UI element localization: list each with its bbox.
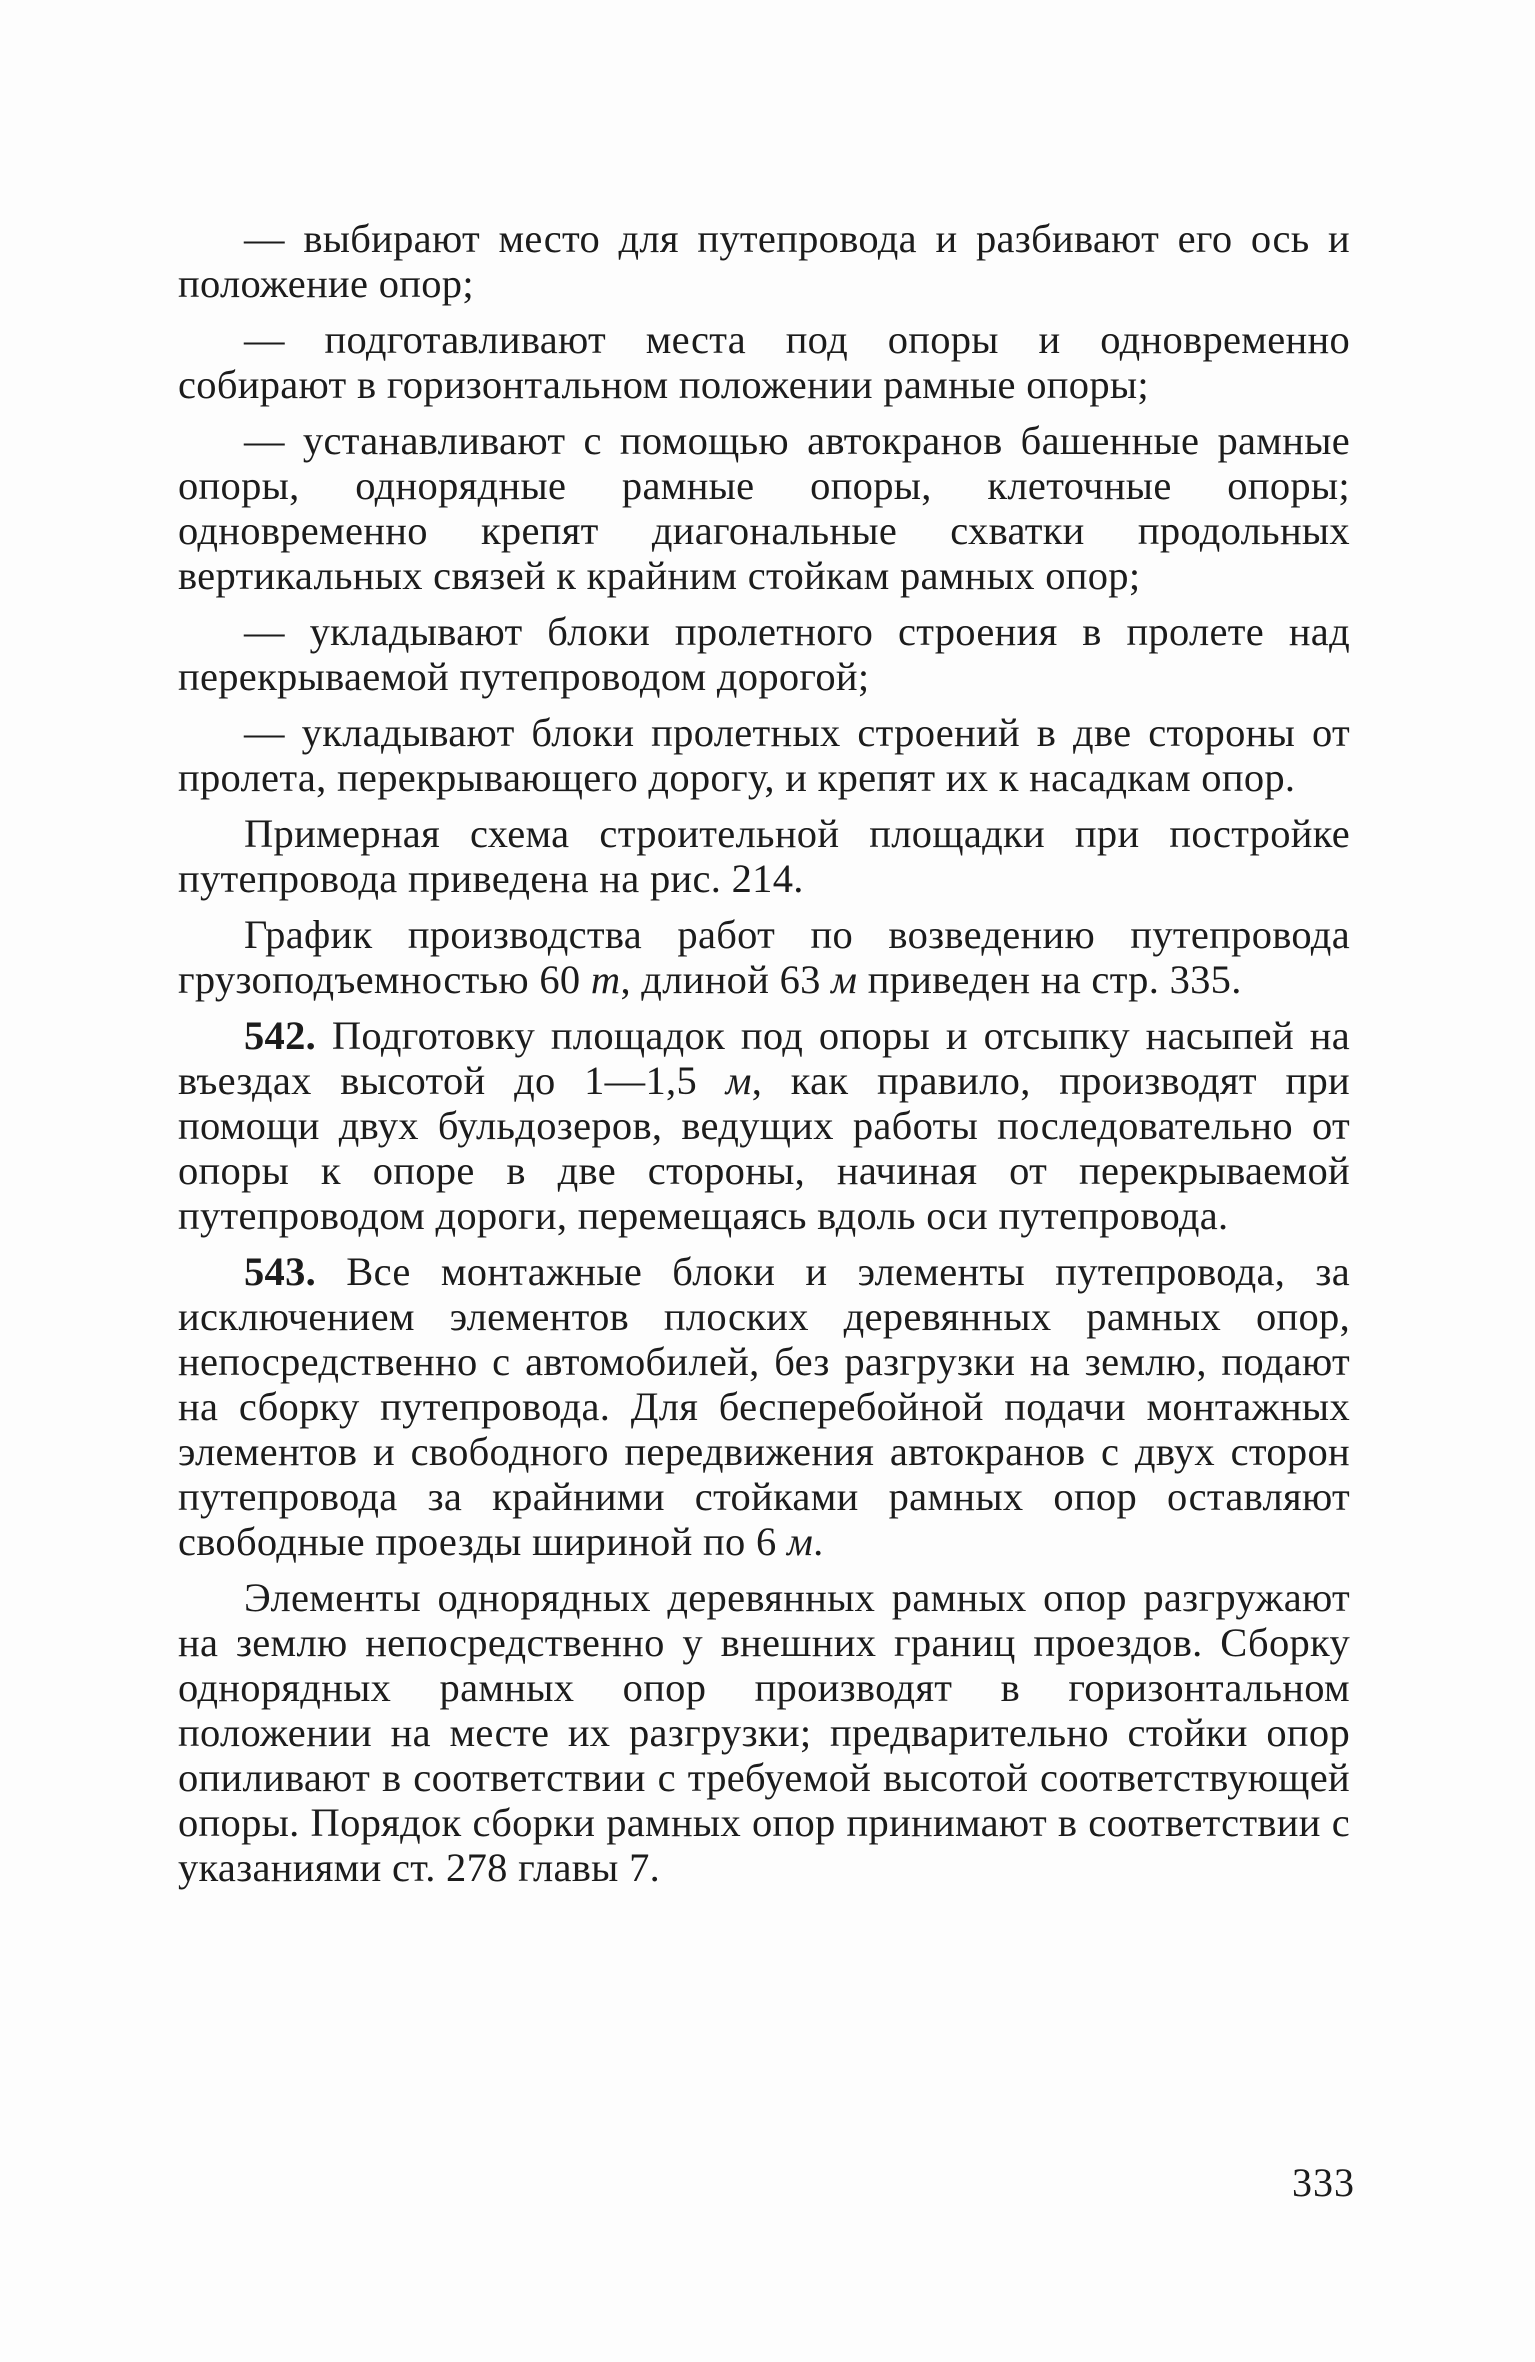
unit-abbreviation: м — [786, 1519, 814, 1564]
paragraph-text: Подготовку площадок под опоры и отсыпку насыпей на въездах высотой до 1—1,5 — [178, 1013, 1350, 1103]
paragraph-text: Элементы однорядных деревянных рамных опор разгружают на землю непосредственно у внешних границ проездов. Сборку однорядных рамных опор производят в горизонтальном положении на месте их разгрузки; предварительно стойки опор опиливают в соответствии с требуемой высотой соответствующей опоры. Порядок сборки рамных опор принимают в соответствии с указаниями ст. 278 главы 7. — [178, 1575, 1350, 1890]
page-number: 333 — [1292, 2160, 1355, 2205]
paragraph-text: Примерная схема строительной площадки при постройке путепровода приведена на рис. 214. — [178, 811, 1350, 901]
unit-abbreviation: м — [831, 957, 858, 1002]
paragraph-text: — выбирают место для путепровода и разбивают его ось и положение опор; — [178, 216, 1350, 306]
paragraph-text: — устанавливают с помощью автокранов башенные рамные опоры, однорядные рамные опоры, клеточные опоры; одновременно крепят диагональные схватки продольных вертикальных связей к крайним стойкам рамных опор; — [178, 418, 1350, 598]
paragraph — [178, 912, 1350, 1002]
paragraph — [178, 317, 1350, 407]
paragraph — [178, 216, 1350, 306]
section-number: 542. — [244, 1013, 317, 1058]
paragraph — [178, 1249, 1350, 1564]
paragraph-text: — подготавливают места под опоры и одновременно собирают в горизонтальном положении рамные опоры; — [178, 317, 1350, 407]
paragraph-text: приведен на стр. 335. — [857, 957, 1242, 1002]
paragraph-text: , длиной 63 — [620, 957, 832, 1002]
paragraph-text: . — [813, 1519, 824, 1564]
body-text — [178, 216, 1350, 1890]
paragraph — [178, 1013, 1350, 1238]
paragraph — [178, 710, 1350, 800]
paragraph — [178, 418, 1350, 598]
section-number: 543. — [244, 1249, 317, 1294]
unit-abbreviation: м — [725, 1058, 752, 1103]
paragraph-text: — укладывают блоки пролетных строений в две стороны от пролета, перекрывающего дорогу, и крепят их к насадкам опор. — [178, 710, 1350, 800]
paragraph-text: , как правило, производят при помощи двух бульдозеров, ведущих работы последовательно от опоры к опоре в две стороны, начиная от перекрываемой путепроводом дороги, перемещаясь вдоль оси путепровода. — [178, 1058, 1350, 1238]
paragraph-text: График производства работ по возведению путепровода грузоподъемностью 60 — [178, 912, 1350, 1002]
paragraph — [178, 811, 1350, 901]
paragraph — [178, 609, 1350, 699]
paragraph — [178, 1575, 1350, 1890]
paragraph-text: — укладывают блоки пролетного строения в пролете над перекрываемой путепроводом дорогой; — [178, 609, 1350, 699]
paragraph-text: Все монтажные блоки и элементы путепровода, за исключением элементов плоских деревянных рамных опор, непосредственно с автомобилей, без разгрузки на землю, подают на сборку путепровода. Для бесперебойной подачи монтажных элементов и свободного передвижения автокранов с двух сторон путепровода за крайними стойками рамных опор оставляют свободные проезды шириной по 6 — [178, 1249, 1350, 1564]
unit-abbreviation: т — [590, 957, 621, 1002]
